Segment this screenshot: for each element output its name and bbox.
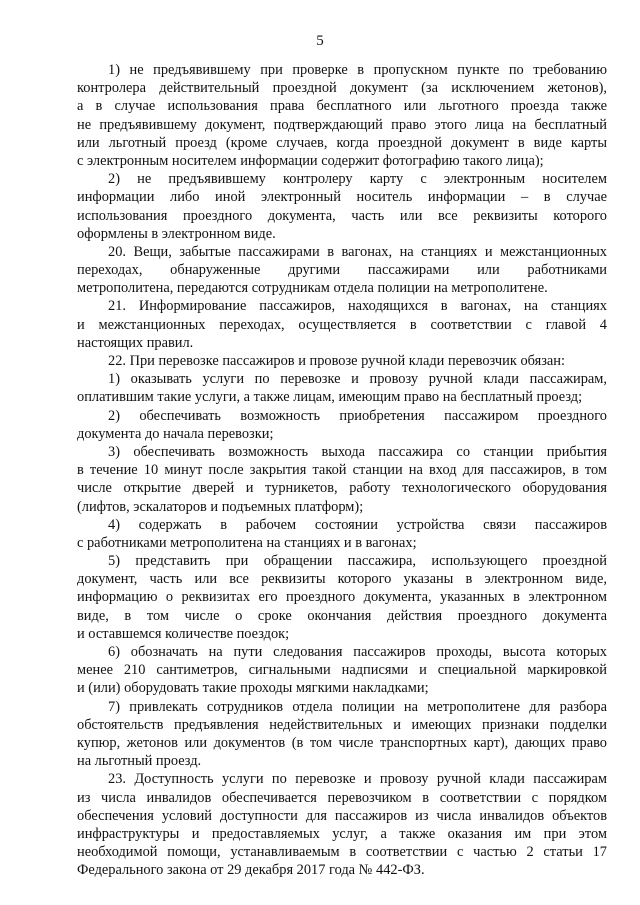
- text-line: оформлены в электронном виде.: [77, 225, 276, 242]
- text-line: виде, в том числе о сроке окончания действия проездного документа: [77, 607, 607, 624]
- text-line: и межстанционных переходах, осуществляется в соответствии с главой 4: [77, 316, 607, 333]
- document-body: [77, 61, 607, 879]
- text-line: использования проездного документа, часть или все реквизиты которого: [77, 207, 607, 224]
- text-line: 23. Доступность услуги по перевозке и провозу ручной клади пассажирам: [108, 771, 607, 788]
- text-line: необходимой помощи, устанавливаемым в соответствии с частью 2 статьи 17: [77, 844, 607, 861]
- text-line: и (или) оборудовать такие проходы мягкими накладками;: [77, 680, 429, 697]
- text-line: с электронным носителем информации содержит фотографию такого лица);: [77, 152, 544, 169]
- text-line: 2) обеспечивать возможность приобретения пассажиром проездного: [108, 407, 607, 424]
- text-line: документ, часть или все реквизиты которого указаны в электронном виде,: [77, 571, 607, 588]
- text-line: оплатившим такие услуги, а также лицам, имеющим право на бесплатный проезд;: [77, 389, 583, 406]
- page-number: 5: [316, 33, 324, 49]
- text-line: с работниками метрополитена на станциях и в вагонах;: [77, 534, 417, 551]
- text-line: инфраструктуры и предоставляемых услуг, а также оказания им при этом: [77, 825, 607, 842]
- text-line: контролера действительный проездной документ (за исключением жетонов),: [77, 80, 607, 97]
- text-line: переходах, обнаруженные другими пассажирами или работниками: [77, 262, 607, 279]
- text-line: 7) привлекать сотрудников отдела полиции на метрополитене для разбора: [108, 698, 607, 715]
- text-line: информации либо иной электронный носитель информации – в случае: [77, 189, 607, 206]
- text-line: в течение 10 минут после закрытия такой станции на вход для пассажиров, в том: [77, 462, 607, 479]
- text-line: 20. Вещи, забытые пассажирами в вагонах, на станциях и межстанционных: [108, 243, 607, 260]
- text-line: и оставшемся количестве поездок;: [77, 625, 290, 642]
- text-line: 21. Информирование пассажиров, находящихся в вагонах, на станциях: [108, 298, 607, 315]
- text-line: а в случае использования права бесплатного или льготного проезда также: [77, 98, 607, 115]
- text-line: метрополитена, передаются сотрудникам отдела полиции на метрополитене.: [77, 280, 548, 297]
- text-line: менее 210 сантиметров, сигнальными надписями и специальной маркировкой: [77, 662, 607, 679]
- text-line: настоящих правил.: [77, 334, 194, 351]
- text-line: обстоятельств предъявления недействительных и имеющих признаки подделки: [77, 716, 607, 733]
- text-line: 3) обеспечивать возможность выхода пассажира со станции прибытия: [108, 443, 607, 460]
- text-line: (лифтов, эскалаторов и подъемных платформ);: [77, 498, 364, 515]
- text-line: числе открытие дверей и турникетов, работу технологического оборудования: [77, 480, 607, 497]
- text-line: Федерального закона от 29 декабря 2017 года № 442-ФЗ.: [77, 862, 425, 879]
- text-line: 1) оказывать услуги по перевозке и провозу ручной клади пассажирам,: [108, 371, 607, 388]
- text-line: на льготный проезд.: [77, 753, 202, 770]
- text-line: 2) не предъявившему контролеру карту с электронным носителем: [108, 171, 607, 188]
- text-line: обеспечения условий доступности для пассажиров из числа инвалидов объектов: [77, 807, 607, 824]
- text-line: купюр, жетонов или документов (в том числе транспортных карт), дающих право: [77, 734, 607, 751]
- text-line: не предъявившему документ, подтверждающий право этого лица на бесплатный: [77, 116, 607, 133]
- text-line: документа до начала перевозки;: [77, 425, 274, 442]
- text-line: 1) не предъявившему при проверке в пропускном пункте по требованию: [108, 62, 607, 78]
- text-line: из числа инвалидов обеспечивается перевозчиком в соответствии с порядком: [77, 789, 607, 806]
- text-line: 22. При перевозке пассажиров и провозе ручной клади перевозчик обязан:: [108, 353, 565, 369]
- text-line: 4) содержать в рабочем состоянии устройства связи пассажиров: [108, 516, 607, 533]
- text-line: 6) обозначать на пути следования пассажиров проходы, высота которых: [108, 644, 607, 660]
- text-line: или льготный проезд (кроме случаев, когда проездной документ в виде карты: [77, 134, 607, 151]
- text-line: 5) представить при обращении пассажира, использующего проездной: [108, 553, 607, 570]
- text-line: информацию о реквизитах его проездного документа, указанных в электронном: [77, 589, 607, 606]
